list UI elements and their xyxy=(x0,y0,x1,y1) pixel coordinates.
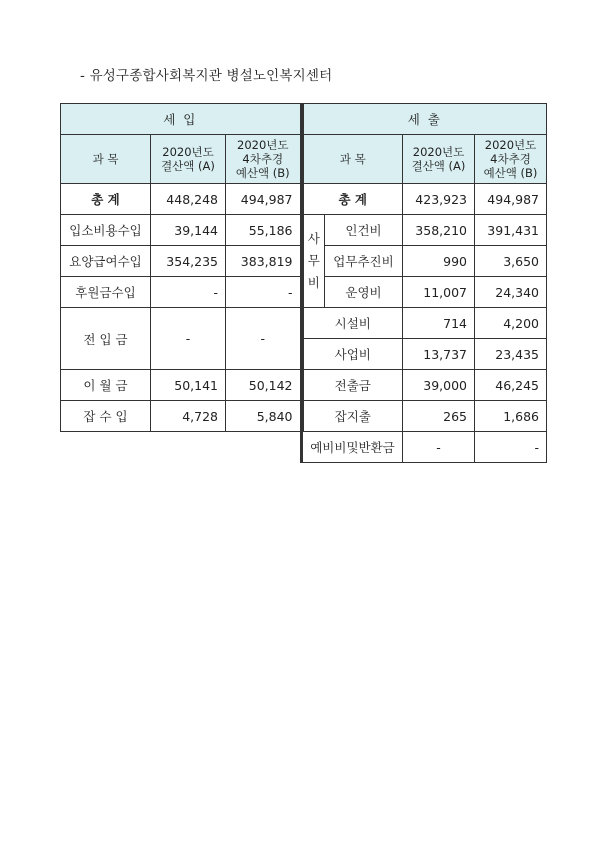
admin-expense-group-label: 사 무 비 xyxy=(303,215,325,308)
expense-settled: 714 xyxy=(403,308,475,339)
expense-budget: 23,435 xyxy=(475,339,547,370)
expense-header: 세 출 xyxy=(303,104,547,135)
expense-label: 인건비 xyxy=(325,215,403,246)
table-row xyxy=(61,401,547,432)
expense-subject-header: 과 목 xyxy=(303,135,403,184)
expense-budget: 3,650 xyxy=(475,246,547,277)
table-row xyxy=(61,184,547,215)
income-settled: 4,728 xyxy=(151,401,226,432)
income-budget: 50,142 xyxy=(226,370,301,401)
expense-label: 사업비 xyxy=(303,339,403,370)
expense-label: 예비비및반환금 xyxy=(303,432,403,463)
expense-budget: 46,245 xyxy=(475,370,547,401)
expense-settled: 358,210 xyxy=(403,215,475,246)
expense-label: 잡지출 xyxy=(303,401,403,432)
table-row xyxy=(61,215,547,246)
income-subject-header: 과 목 xyxy=(61,135,151,184)
expense-settled: - xyxy=(403,432,475,463)
income-settled: - xyxy=(151,277,226,308)
expense-label: 총 계 xyxy=(303,184,403,215)
expense-settled: 39,000 xyxy=(403,370,475,401)
expense-budget: 1,686 xyxy=(475,401,547,432)
expense-label: 시설비 xyxy=(303,308,403,339)
budget-table xyxy=(60,103,547,463)
income-label: 입소비용수입 xyxy=(61,215,151,246)
income-settled: 50,141 xyxy=(151,370,226,401)
income-budget: 5,840 xyxy=(226,401,301,432)
expense-settled: 990 xyxy=(403,246,475,277)
expense-budget: 391,431 xyxy=(475,215,547,246)
income-settled-header: 2020년도 결산액 (A) xyxy=(151,135,226,184)
income-budget: 55,186 xyxy=(226,215,301,246)
income-label: 총 계 xyxy=(61,184,151,215)
income-budget: - xyxy=(226,308,301,370)
income-settled: 354,235 xyxy=(151,246,226,277)
income-settled: 448,248 xyxy=(151,184,226,215)
expense-settled: 265 xyxy=(403,401,475,432)
income-budget: 494,987 xyxy=(226,184,301,215)
income-budget-header: 2020년도 4차추경 예산액 (B) xyxy=(226,135,301,184)
table-row xyxy=(61,370,547,401)
expense-budget: 494,987 xyxy=(475,184,547,215)
income-label: 잡 수 입 xyxy=(61,401,151,432)
income-label: 전 입 금 xyxy=(61,308,151,370)
income-label: 요양급여수입 xyxy=(61,246,151,277)
expense-budget: 4,200 xyxy=(475,308,547,339)
expense-budget-header: 2020년도 4차추경 예산액 (B) xyxy=(475,135,547,184)
expense-budget: - xyxy=(475,432,547,463)
income-label: 후원금수입 xyxy=(61,277,151,308)
income-header: 세 입 xyxy=(61,104,301,135)
expense-label: 전출금 xyxy=(303,370,403,401)
table-row xyxy=(61,308,547,339)
table-row xyxy=(61,432,547,463)
income-label: 이 월 금 xyxy=(61,370,151,401)
page-subtitle: - 유성구종합사회복지관 병설노인복지센터 xyxy=(80,68,333,84)
income-settled: - xyxy=(151,308,226,370)
income-budget: 383,819 xyxy=(226,246,301,277)
income-settled: 39,144 xyxy=(151,215,226,246)
expense-budget: 24,340 xyxy=(475,277,547,308)
expense-settled: 13,737 xyxy=(403,339,475,370)
income-budget: - xyxy=(226,277,301,308)
expense-label: 업무추진비 xyxy=(325,246,403,277)
expense-settled: 11,007 xyxy=(403,277,475,308)
expense-label: 운영비 xyxy=(325,277,403,308)
expense-settled: 423,923 xyxy=(403,184,475,215)
expense-settled-header: 2020년도 결산액 (A) xyxy=(403,135,475,184)
